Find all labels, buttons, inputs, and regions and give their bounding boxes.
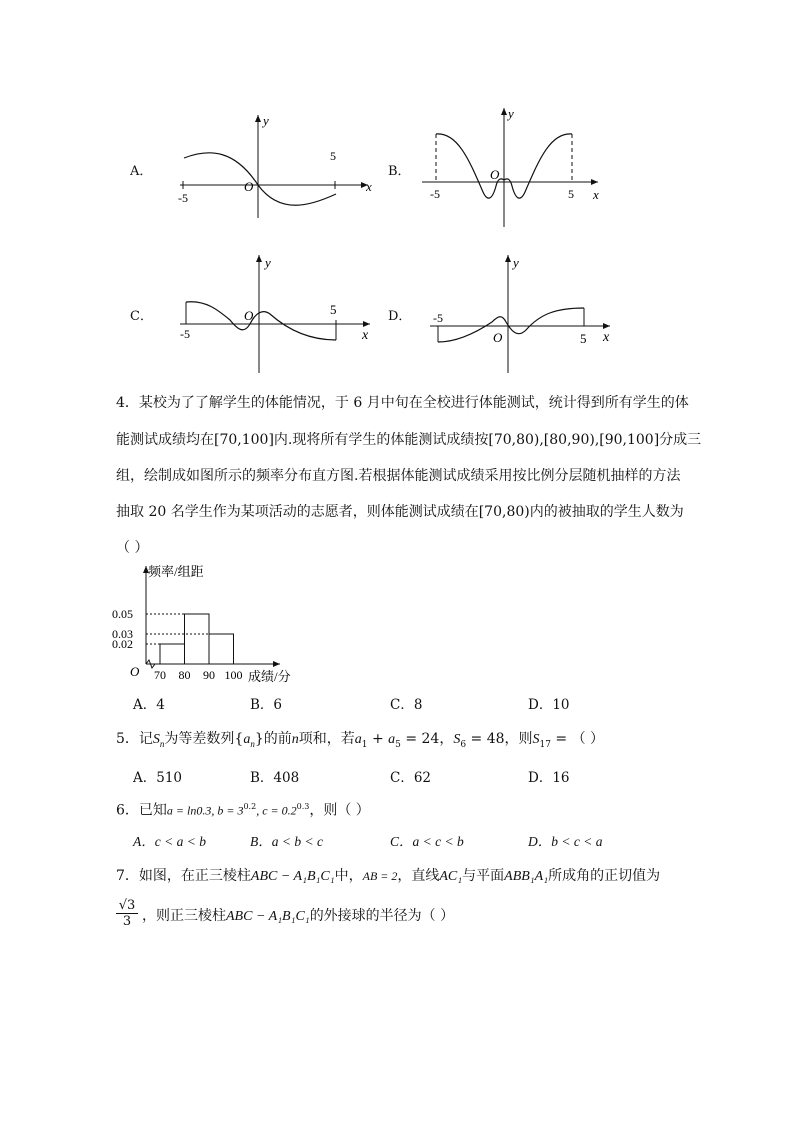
q5-option-d[interactable]: D．16 [528,770,570,786]
c-x: x [362,328,369,343]
q4-option-c[interactable]: C．8 [390,697,423,713]
graph-a-svg [130,110,380,220]
graph-d-svg [388,250,613,375]
q7-line2: ，则正三棱柱ABC − A₁B₁C₁的外接球的半径为（ ） [142,908,455,924]
hist-ytick: 0.03 [112,627,133,641]
hist-origin: O [130,664,140,679]
d-pos5: 5 [580,331,587,346]
graph-b [388,104,608,229]
option-c-label: C． [130,309,153,324]
c-o: O [244,308,254,323]
hist-bar [185,614,210,664]
option-a-label: A． [130,164,153,179]
q4-line2: 能测试成绩均在[70,100]内.现将所有学生的体能测试成绩按[70,80),[80,90),[90,100]分成三 [116,432,702,448]
hist-xtick: 80 [178,668,191,682]
graph-a [130,110,380,220]
q4-paren: （ ） [116,540,149,556]
q4-line4: 抽取 20 名学生作为某项活动的志愿者，则体能测试成绩在[70,80)内的被抽取的学生人数为 [116,504,684,520]
q7-line1: 7．如图，在正三棱柱ABC − A₁B₁C₁中，AB = 2，直线AC₁与平面ABB₁A₁所成角的正切值为 [116,868,661,884]
option-b-label: B． [388,164,411,179]
b-o: O [490,167,500,182]
q6-option-d[interactable]: D．b < c < a [528,834,603,849]
q4-option-b[interactable]: B．6 [250,697,283,713]
d-x: x [603,330,610,345]
b-y: y [508,106,514,121]
q4-line1: 4．某校为了了解学生的体能情况，于 6 月中旬在全校进行体能测试，统计得到所有学生的体 [116,395,689,411]
b-neg5: -5 [430,187,440,201]
q4-line3: 组，绘制成如图所示的频率分布直方图.若根据体能测试成绩采用按比例分层随机抽样的方法 [116,468,681,484]
a-neg5: -5 [178,191,188,205]
hist-x-arrow [273,661,280,667]
a-o: O [244,179,254,194]
b-pos5: 5 [568,187,574,201]
a-y: y [263,113,269,128]
hist-ytick: 0.05 [112,607,133,621]
hist-bar [160,644,185,664]
d-neg5: -5 [433,311,443,325]
q6-option-c[interactable]: C．a < c < b [390,834,464,849]
graph-c [130,250,380,375]
b-x: x [593,187,599,202]
hist-xtick: 70 [154,668,166,682]
histogram [110,560,310,688]
graph-b-svg [388,104,608,229]
hist-bar [209,634,234,664]
option-d-label: D． [388,309,412,324]
a-x: x [366,179,372,194]
c-y: y [265,255,271,270]
q5-stem: 5．记$S_n$为等差数列$\{a_n\}$的前n项和，若$a_1 + a_5 = 24$，$S_6 = 48$，则$S_{17}$ = （ ） [116,731,605,750]
q4-option-d[interactable]: D．10 [528,697,570,713]
c-pos5: 5 [330,302,337,317]
q7-fraction: $\frac{√3}{3}$ [116,898,138,929]
q4-option-a[interactable]: A．4 [133,697,165,713]
q6-option-a[interactable]: A．c < a < b [133,834,206,849]
hist-xtick: 100 [224,668,243,682]
q6-option-b[interactable]: B．a < b < c [250,834,323,849]
hist-ytick: 0.02 [112,637,133,651]
graph-c-svg [130,250,380,375]
q5-option-a[interactable]: A．510 [133,770,183,786]
a-pos5: 5 [330,149,336,163]
d-y: y [513,255,519,270]
hist-ylabel: 频率/组距 [148,564,204,579]
d-o: O [493,330,503,345]
hist-xtick: 90 [203,668,215,682]
q6-stem: 6．已知a = ln0.3, $b = 3^{0.2}$, $c = 0.2^{0.3}$，则（ ） [116,802,370,819]
q5-option-c[interactable]: C．62 [390,770,432,786]
hist-xlabel: 成绩/分 [248,669,291,684]
c-neg5: -5 [180,327,190,341]
graph-d [388,250,613,375]
q5-option-b[interactable]: B．408 [250,770,300,786]
